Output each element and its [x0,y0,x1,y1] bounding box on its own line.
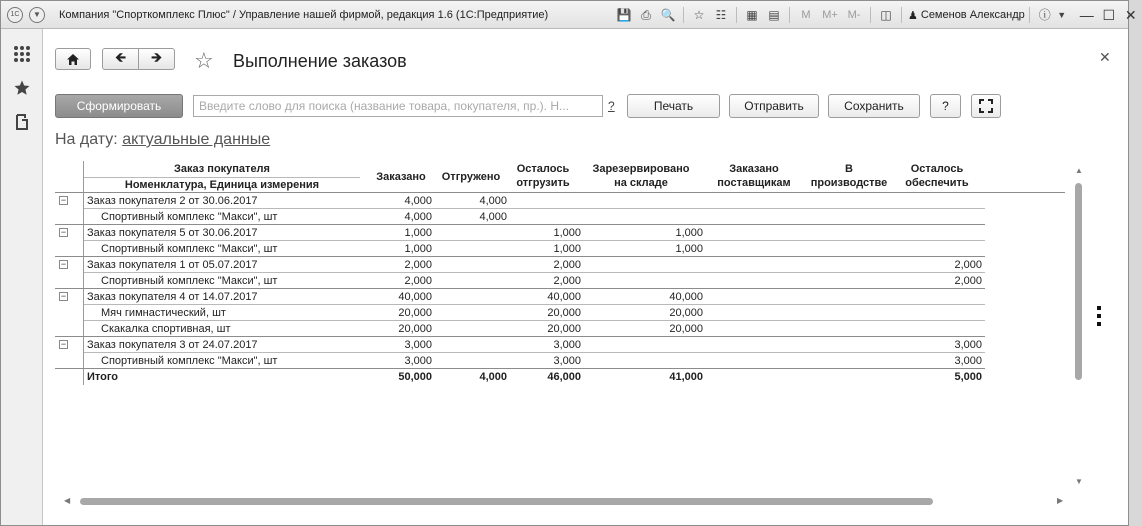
cell-reserved [623,354,703,368]
header-ordered: Заказано [376,171,426,183]
cell-remaining: 2,000 [553,275,581,287]
cell-provide [902,306,982,320]
item-row[interactable] [55,273,985,289]
cell-provide [902,242,982,256]
cell-provide: 2,000 [954,259,982,271]
cell-remaining: 20,000 [547,323,581,335]
cell-production [811,210,891,224]
title-toolbar [613,5,1142,25]
report-grid[interactable] [55,161,1065,501]
cell-shipped: 4,000 [479,371,507,383]
cell-production [811,338,891,352]
cell-provide [902,226,982,240]
current-user[interactable] [908,9,1025,22]
row-name: Скакалка спортивная, шт [101,323,231,335]
print-icon[interactable]: ⎙ [641,8,651,22]
cell-shipped [427,338,507,352]
cell-remaining: 3,000 [553,355,581,367]
cell-production [811,258,891,272]
back-button[interactable] [102,48,139,70]
minimize-icon[interactable]: — [1079,7,1094,23]
calculator-icon[interactable]: ▦ [746,8,758,22]
user-name: Семенов Александр [920,9,1025,21]
cell-ordered: 1,000 [404,227,432,239]
help-button[interactable]: ? [930,94,961,118]
toolbar-divider [736,7,737,23]
row-name: Заказ покупателя 5 от 30.06.2017 [87,227,258,239]
header-remaining-line2: отгрузить [516,177,570,189]
search-help-link[interactable]: ? [608,99,615,113]
cell-reserved: 40,000 [669,291,703,303]
header-remaining [505,162,581,190]
home-icon [66,53,80,66]
cell-ordered: 2,000 [404,259,432,271]
row-name: Заказ покупателя 2 от 30.06.2017 [87,195,258,207]
order-row[interactable] [55,225,985,241]
cell-reserved [623,338,703,352]
cell-ordered: 20,000 [398,323,432,335]
item-row[interactable] [55,241,985,257]
row-name: Итого [87,371,119,383]
order-row[interactable] [55,193,985,209]
cell-reserved [623,194,703,208]
item-row[interactable] [55,321,985,337]
cell-production [811,226,891,240]
vertical-scrollbar[interactable] [1072,166,1084,488]
maximize-icon[interactable]: ☐ [1102,6,1116,23]
item-row[interactable] [55,305,985,321]
cell-production [811,194,891,208]
cell-provide: 3,000 [954,339,982,351]
cell-ordered: 20,000 [398,307,432,319]
row-name: Заказ покупателя 4 от 14.07.2017 [87,291,258,303]
cell-ordered: 4,000 [404,195,432,207]
cell-production [811,370,891,384]
cell-remaining: 40,000 [547,291,581,303]
cell-ordered: 4,000 [404,211,432,223]
order-row[interactable] [55,289,985,305]
search-input[interactable] [193,95,603,117]
scroll-down-icon[interactable]: ▼ [1075,477,1083,486]
user-icon: ♟ [908,9,918,22]
cell-shipped: 4,000 [479,195,507,207]
cell-reserved: 1,000 [675,243,703,255]
cell-reserved: 1,000 [675,227,703,239]
favorites-star-icon[interactable] [1,71,43,105]
close-form-icon[interactable]: ✕ [1099,49,1111,65]
cell-remaining [501,210,581,224]
row-name: Спортивный комплекс "Макси", шт [101,243,278,255]
dropdown-icon[interactable]: ▼ [1057,10,1067,20]
send-button[interactable]: Отправить [729,94,819,118]
cell-provide: 2,000 [954,275,982,287]
header-reserved [583,162,699,190]
cell-production [811,274,891,288]
header-provide-line1: Осталось [910,163,964,175]
cell-production [811,322,891,336]
arrow-right-icon: 🡺 [150,49,163,65]
app-logo-icon[interactable]: 1С [7,7,23,23]
cell-reserved [623,210,703,224]
header-provide [895,162,979,190]
title-bar [1,1,1137,29]
cell-shipped [427,290,507,304]
header-order: Заказ покупателя [174,163,270,175]
memory-minus-button[interactable]: M- [847,9,861,21]
cell-supplier [717,306,797,320]
cell-supplier [717,370,797,384]
collapse-group-icon[interactable]: − [60,195,67,205]
date-label: На дату: [55,131,118,148]
header-provide-line2: обеспечить [905,177,969,189]
cell-supplier [717,290,797,304]
save-icon[interactable]: 💾 [616,8,632,22]
order-row[interactable] [55,257,985,273]
cell-provide [902,210,982,224]
cell-remaining: 20,000 [547,307,581,319]
collapse-group-icon[interactable]: − [60,227,67,237]
save-report-button[interactable]: Сохранить [828,94,920,118]
cell-supplier [717,322,797,336]
horizontal-scrollbar[interactable] [62,495,1072,507]
preview-icon[interactable]: 🔍 [660,8,676,22]
scroll-right-icon[interactable]: ▶ [1057,496,1064,505]
cell-shipped [427,242,507,256]
cell-reserved: 20,000 [669,307,703,319]
row-name: Спортивный комплекс "Макси", шт [101,355,278,367]
cell-remaining: 46,000 [547,371,581,383]
cell-provide: 3,000 [954,355,982,367]
header-supplier-line1: Заказано [729,163,779,175]
sections-menu-icon[interactable] [1,37,43,71]
cell-shipped [427,226,507,240]
cell-supplier [717,194,797,208]
header-production-line2: производстве [810,177,888,189]
generate-button[interactable]: Сформировать [55,94,183,118]
sidebar [1,29,43,525]
cell-ordered: 2,000 [404,275,432,287]
print-button[interactable]: Печать [627,94,720,118]
header-reserved-line1: Зарезервировано [592,163,690,175]
cell-supplier [717,274,797,288]
toolbar-divider [683,7,684,23]
cell-production [811,290,891,304]
window-controls [1076,7,1142,24]
row-name: Мяч гимнастический, шт [101,307,226,319]
row-name: Заказ покупателя 3 от 24.07.2017 [87,339,258,351]
cell-ordered: 3,000 [404,355,432,367]
main-menu-icon[interactable]: ▼ [29,7,45,23]
toolbar-divider [901,7,902,23]
cell-production [811,306,891,320]
cell-ordered: 50,000 [398,371,432,383]
memory-plus-button[interactable]: M+ [822,9,838,21]
fullscreen-button[interactable] [971,94,1001,118]
close-window-icon[interactable]: ✕ [1124,6,1137,23]
item-row[interactable] [55,209,985,225]
toolbar-divider [1029,7,1030,23]
row-name: Заказ покупателя 1 от 05.07.2017 [87,259,258,271]
cell-remaining: 3,000 [553,339,581,351]
cell-supplier [717,226,797,240]
page-title: Выполнение заказов [233,51,407,71]
header-production-line1: В [845,163,853,175]
header-supplier [707,162,801,190]
main-content [44,29,1128,525]
cell-ordered: 40,000 [398,291,432,303]
history-icon[interactable] [1,105,43,139]
date-filter [55,131,270,149]
item-row[interactable] [55,353,985,369]
arrow-left-icon: 🡸 [114,49,127,65]
total-row[interactable] [55,369,985,385]
cell-shipped: 4,000 [479,211,507,223]
add-favorite-icon[interactable]: ☆ [194,48,214,73]
cell-shipped [427,354,507,368]
toolbar-divider [789,7,790,23]
cell-supplier [717,210,797,224]
collapse-group-icon[interactable]: − [60,259,67,269]
calendar-icon[interactable]: ▤ [768,8,780,22]
toolbar-divider [870,7,871,23]
cell-remaining [501,194,581,208]
cell-reserved [623,258,703,272]
header-supplier-line2: поставщикам [717,177,791,189]
cell-remaining: 1,000 [553,243,581,255]
header-remaining-line1: Осталось [516,163,570,175]
window-title: Компания "Спорткомплекс Плюс" / Управление нашей фирмой, редакция 1.6 (1С:Предприятие) [59,8,549,21]
horizontal-scroll-thumb[interactable] [80,498,933,505]
forward-button[interactable] [138,48,175,70]
cell-production [811,242,891,256]
cell-shipped [427,322,507,336]
collapse-group-icon[interactable]: − [60,291,67,301]
header-reserved-line2: на складе [614,177,668,189]
header-item: Номенклатура, Единица измерения [124,179,320,191]
home-button[interactable] [55,48,91,70]
scroll-left-icon[interactable]: ◀ [64,496,71,505]
cell-shipped [427,306,507,320]
order-row[interactable] [55,337,985,353]
cell-supplier [717,354,797,368]
cell-supplier [717,242,797,256]
cell-remaining: 1,000 [553,227,581,239]
fullscreen-icon [979,99,993,113]
date-value-link[interactable]: актуальные данные [122,131,271,148]
vertical-scroll-thumb[interactable] [1075,183,1082,380]
cell-reserved [623,274,703,288]
cell-production [811,354,891,368]
header-production [803,162,895,190]
cell-provide: 5,000 [954,371,982,383]
panels-icon[interactable]: ◫ [880,8,892,22]
cell-supplier [717,338,797,352]
cell-reserved: 41,000 [669,371,703,383]
cell-provide [902,322,982,336]
cell-reserved: 20,000 [669,323,703,335]
cell-shipped [427,274,507,288]
memory-button[interactable]: M [801,9,811,21]
row-name: Спортивный комплекс "Макси", шт [101,275,278,287]
cell-ordered: 1,000 [404,243,432,255]
cell-shipped [427,258,507,272]
cell-ordered: 3,000 [404,339,432,351]
info-icon[interactable]: ⓘ [1038,8,1051,22]
cell-remaining: 2,000 [553,259,581,271]
favorite-icon[interactable]: ☆ [693,8,705,22]
header-shipped: Отгружено [441,171,501,183]
cell-provide [902,290,982,304]
row-name: Спортивный комплекс "Макси", шт [101,211,278,223]
collapse-group-icon[interactable]: − [60,339,67,349]
cell-provide [902,194,982,208]
scroll-up-icon[interactable]: ▲ [1075,166,1083,175]
more-actions-icon[interactable] [1097,306,1103,330]
bookmark-icon[interactable]: ☷ [715,8,727,22]
cell-supplier [717,258,797,272]
